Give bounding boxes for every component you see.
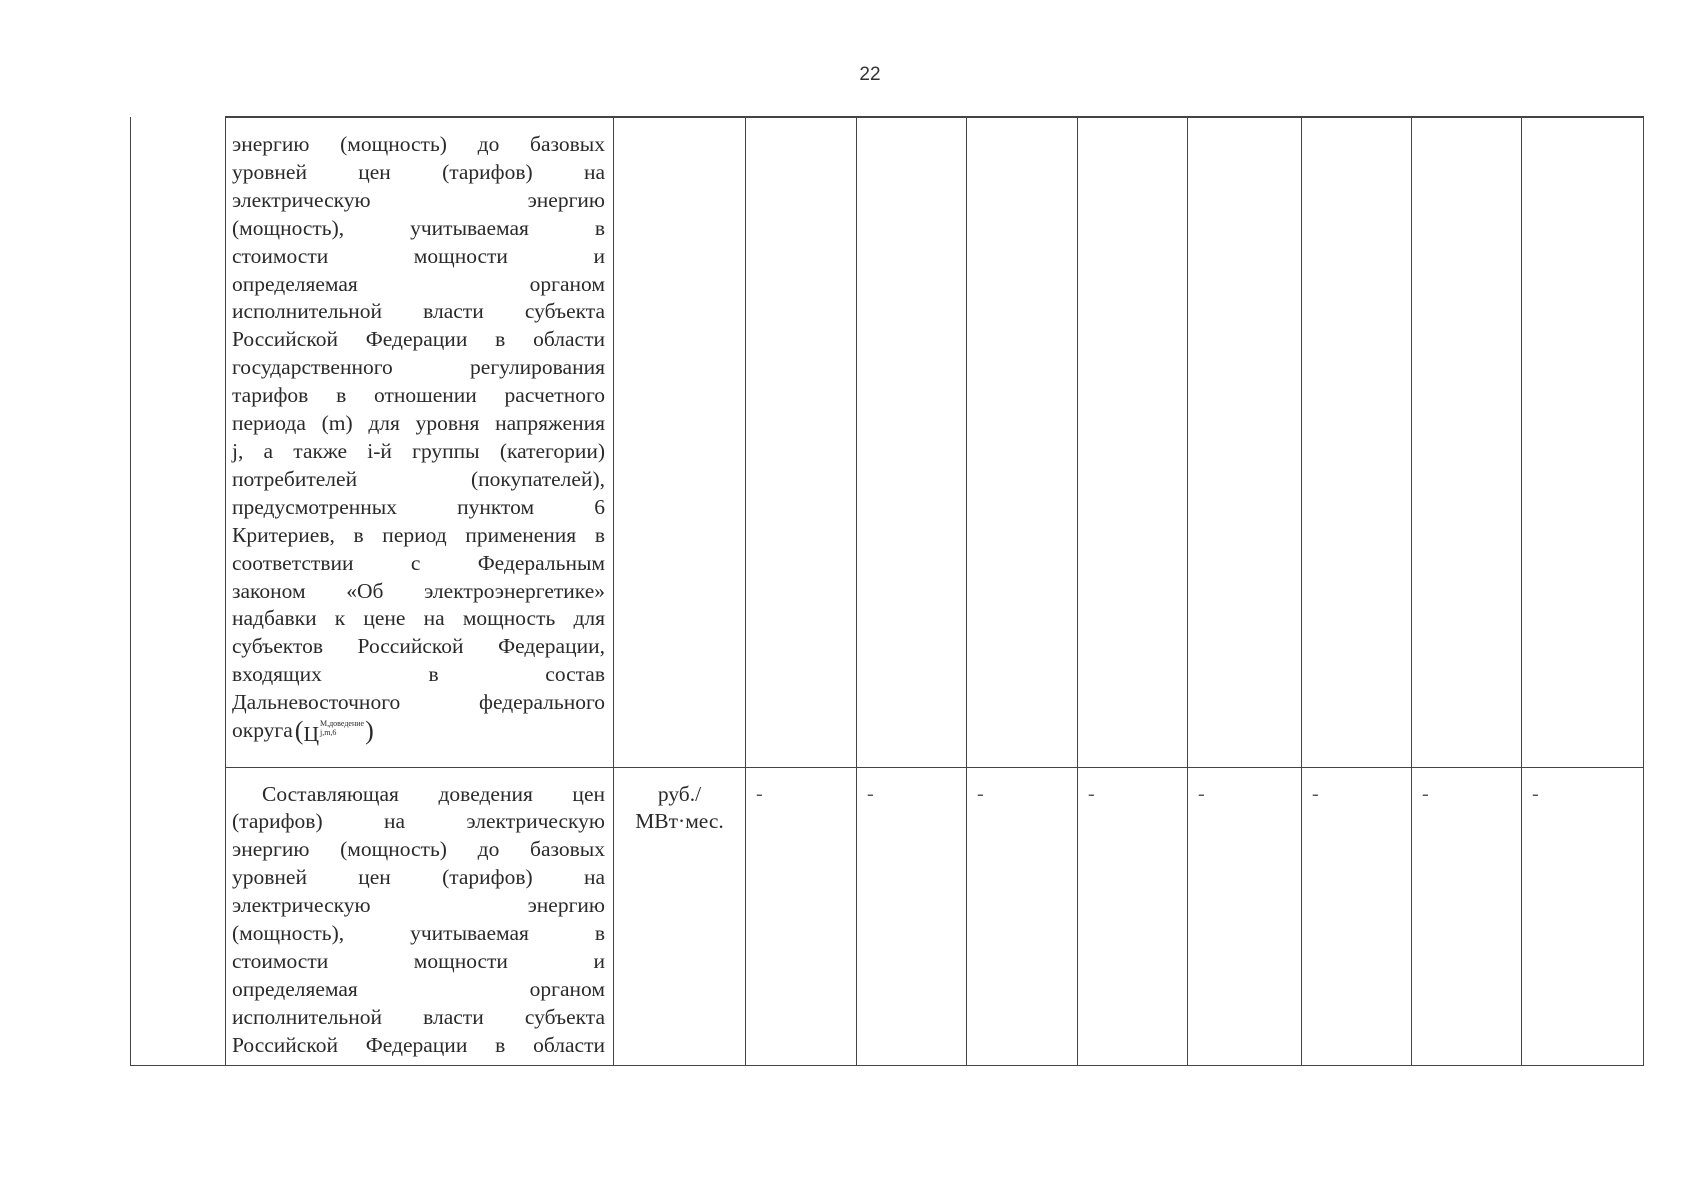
value-dash: - <box>1532 782 1539 805</box>
value-cell <box>1522 117 1644 767</box>
formula-symbol: Ц <box>303 722 319 747</box>
value-cell <box>967 767 1078 1065</box>
value-cell <box>967 117 1078 767</box>
value-cell <box>857 117 967 767</box>
text-line-word: округа <box>232 718 293 743</box>
table-row <box>131 767 1644 1065</box>
value-cell <box>746 767 857 1065</box>
text-line: тарифов в отношении расчетного <box>232 383 605 408</box>
value-cell <box>1302 767 1412 1065</box>
text-line: законом «Об электроэнергетике» <box>232 578 605 603</box>
formula: (Ц M,доведение j,m,6 ) <box>294 716 374 747</box>
text-line: предусмотренных пунктом 6 <box>232 494 605 519</box>
page-number: 22 <box>859 64 881 85</box>
text-line: электрическую энергию <box>232 893 605 918</box>
value-dash: - <box>1198 782 1205 805</box>
tariff-table <box>130 116 1644 1066</box>
table-row <box>131 117 1644 767</box>
text-line: j, а также i-й группы (категории) <box>232 438 605 463</box>
unit-label: руб./ МВт·мес. <box>635 781 724 834</box>
value-dash: - <box>1088 782 1095 805</box>
value-cell <box>1078 117 1188 767</box>
text-line: уровней цен (тарифов) на <box>232 865 605 890</box>
text-line: стоимости мощности и <box>232 948 605 973</box>
text-line: Дальневосточного федерального <box>232 690 605 715</box>
text-line: (мощность), учитываемая в <box>232 215 605 240</box>
text-line: входящих в состав <box>232 662 605 687</box>
formula-subscript: j,m,6 <box>319 728 337 738</box>
row1-description <box>226 118 613 749</box>
value-cell <box>1188 117 1302 767</box>
text-line: (тарифов) на электрическую <box>232 809 605 834</box>
value-dash: - <box>756 782 763 805</box>
value-cell <box>1188 767 1302 1065</box>
text-line: исполнительной власти субъекта <box>232 299 605 324</box>
value-cell <box>857 767 967 1065</box>
text-line: (мощность), учитываемая в <box>232 921 605 946</box>
text-line: определяемая органом <box>232 976 605 1001</box>
description-cell <box>226 767 614 1065</box>
text-line <box>232 717 605 749</box>
text-line: периода (m) для уровня напряжения <box>232 411 605 436</box>
value-cell <box>746 117 857 767</box>
value-dash: - <box>867 782 874 805</box>
text-line: Составляющая доведения цен <box>262 781 605 806</box>
text-line: соответствии с Федеральным <box>232 550 605 575</box>
text-line: энергию (мощность) до базовых <box>232 837 605 862</box>
formula-superscript: M,доведение <box>319 719 365 729</box>
text-line: государственного регулирования <box>232 355 605 380</box>
text-line: Российской Федерации в области <box>232 327 605 352</box>
value-cell <box>1412 767 1522 1065</box>
value-cell <box>1412 117 1522 767</box>
text-line: энергию (мощность) до базовых <box>232 132 605 156</box>
text-line: стоимости мощности и <box>232 243 605 268</box>
text-line: определяемая органом <box>232 271 605 296</box>
unit-cell <box>614 117 746 767</box>
text-line: Критериев, в период применения в <box>232 522 605 547</box>
text-line: субъектов Российской Федерации, <box>232 634 605 659</box>
value-dash: - <box>1422 782 1429 805</box>
description-cell <box>226 117 614 767</box>
row2-description <box>226 768 613 1060</box>
text-line: надбавки к цене на мощность для <box>232 606 605 631</box>
value-dash: - <box>1312 782 1319 805</box>
text-line: потребителей (покупателей), <box>232 466 605 491</box>
text-line: исполнительной власти субъекта <box>232 1004 605 1029</box>
value-cell <box>1302 117 1412 767</box>
value-cell <box>1522 767 1644 1065</box>
text-line: электрическую энергию <box>232 187 605 212</box>
text-line: Российской Федерации в области <box>232 1032 605 1057</box>
index-cell <box>131 117 226 1065</box>
value-cell <box>1078 767 1188 1065</box>
text-line: уровней цен (тарифов) на <box>232 159 605 184</box>
unit-cell <box>614 767 746 1065</box>
value-dash: - <box>977 782 984 805</box>
